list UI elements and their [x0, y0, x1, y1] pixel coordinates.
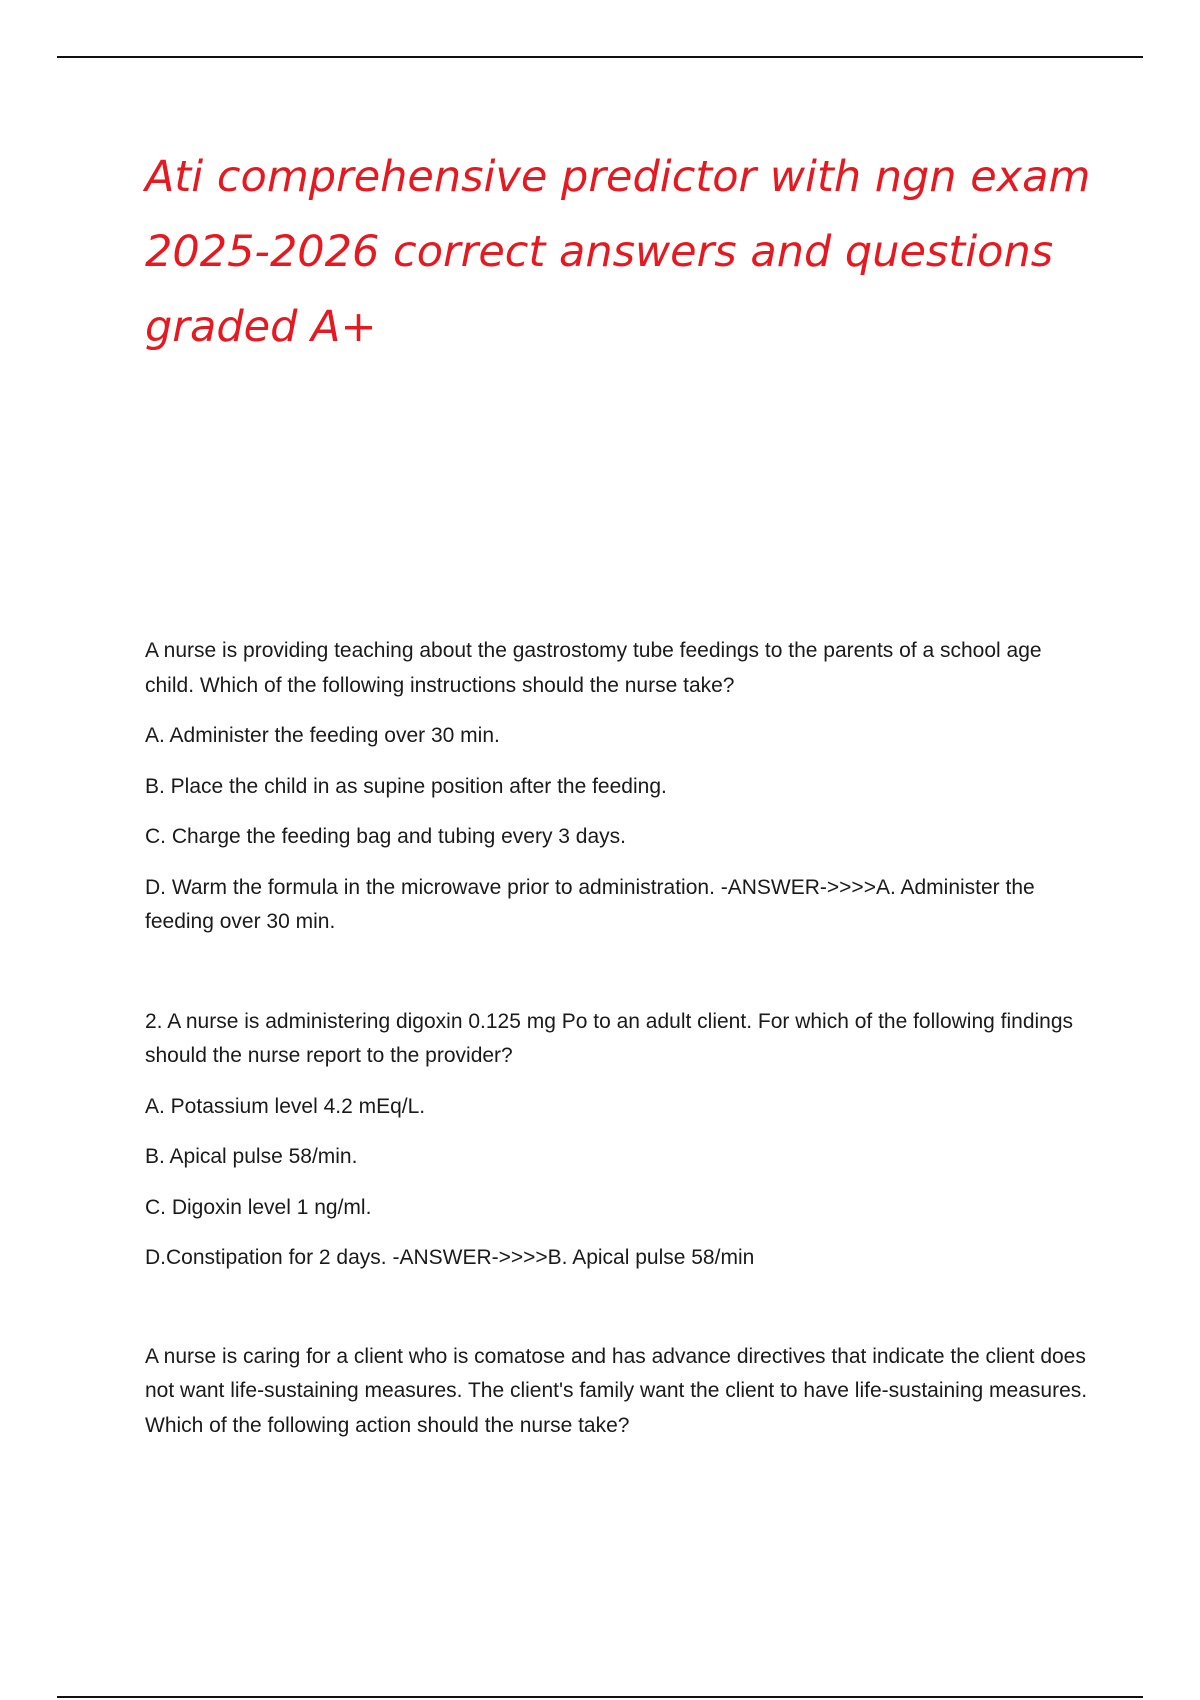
answer-option-a: A. Administer the feeding over 30 min. — [145, 724, 500, 747]
answer-option-d: D. Warm the formula in the microwave prior to administration. -ANSWER->>>>A. Administer the feeding over 30 min. — [145, 875, 1035, 933]
question-list — [145, 634, 1095, 1459]
footer-rule — [57, 1696, 1143, 1698]
document-title: Ati comprehensive predictor with ngn exam 2025-2026 correct answers and questions graded A+ — [145, 152, 1091, 352]
answer-option-b: B. Apical pulse 58/min. — [145, 1145, 358, 1168]
question-block — [145, 634, 1095, 940]
question-block — [145, 1340, 1095, 1444]
question-text: A nurse is providing teaching about the gastrostomy tube feedings to the parents of a school age child. Which of the following instructions should the nurse take? — [145, 639, 1042, 697]
answer-option-b: B. Place the child in as supine position after the feeding. — [145, 774, 667, 798]
header-rule — [57, 56, 1143, 58]
answer-option-c: C. Charge the feeding bag and tubing every 3 days. — [145, 825, 626, 848]
question-text: 2. A nurse is administering digoxin 0.125 mg Po to an adult client. For which of the following findings should the nurse report to the provider? — [145, 1009, 1074, 1067]
question-block — [145, 1005, 1095, 1276]
answer-option-c: C. Digoxin level 1 ng/ml. — [145, 1195, 372, 1219]
answer-option-d: D.Constipation for 2 days. -ANSWER->>>>B. Apical pulse 58/min — [145, 1246, 755, 1269]
answer-option-a: A. Potassium level 4.2 mEq/L. — [145, 1094, 426, 1118]
question-text: A nurse is caring for a client who is comatose and has advance directives that indicate the client does not want life-sustaining measures. The client's family want the client to have life-sustaining measures. Which of the following action should the nurse take? — [145, 1344, 1088, 1437]
